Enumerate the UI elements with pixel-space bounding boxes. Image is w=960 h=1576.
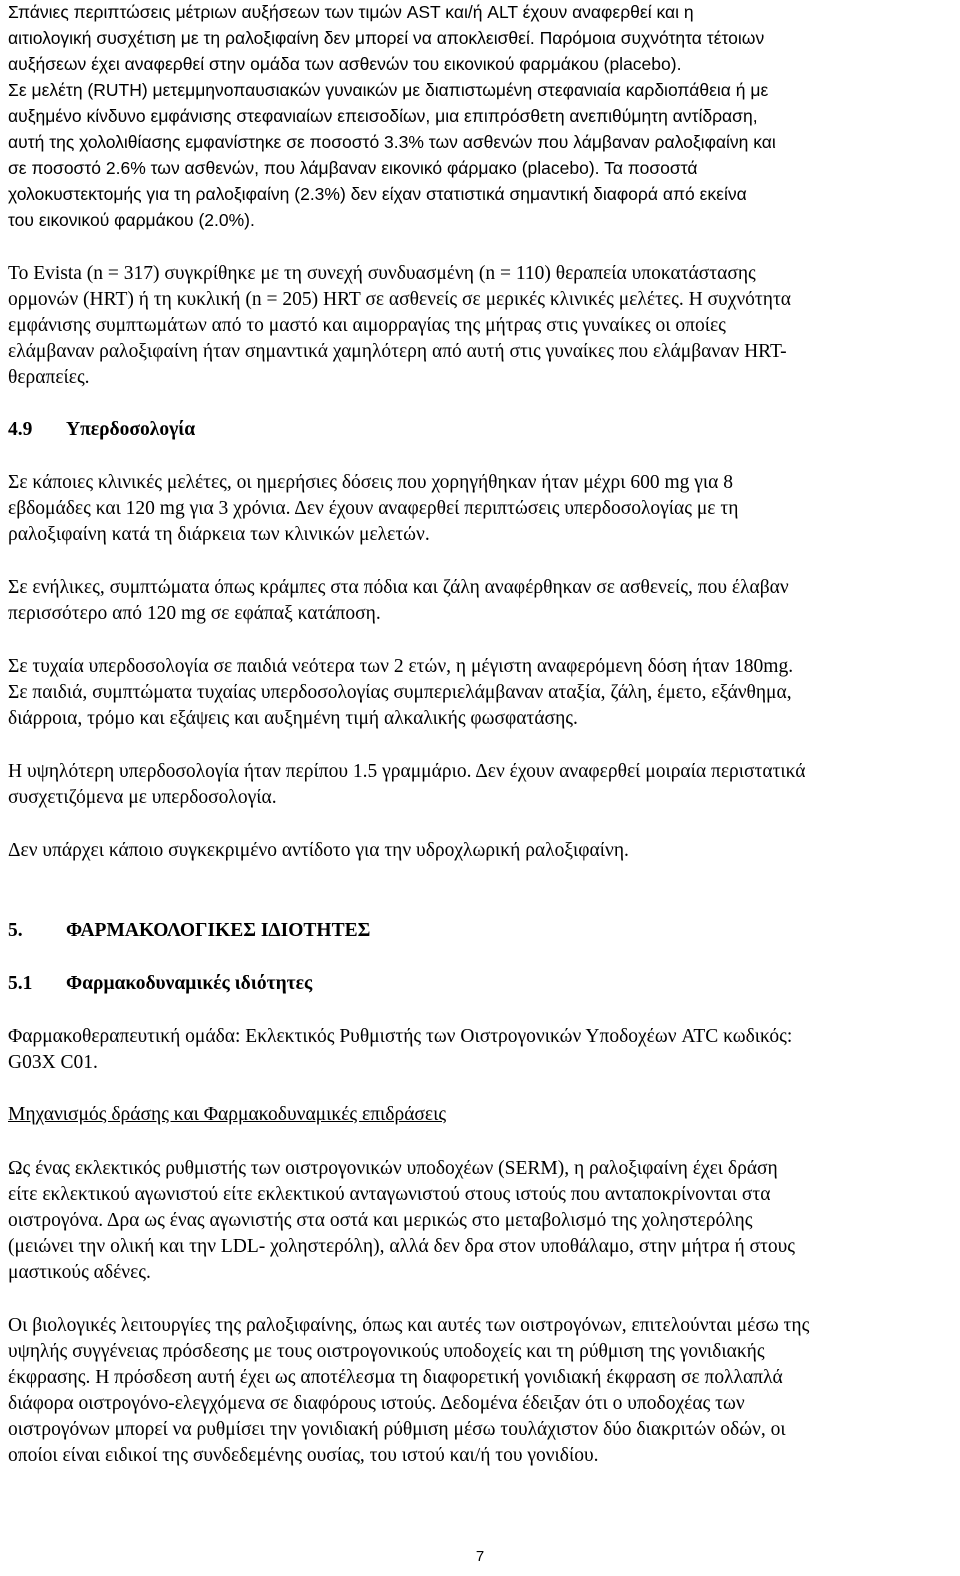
paragraph-overdose-children — [8, 654, 943, 732]
text-line: ελάμβαναν ραλοξιφαίνη ήταν σημαντικά χαμηλότερη από αυτή στις γυναίκες που ελάμβαναν HRT- — [8, 341, 787, 362]
page-number: 7 — [475, 1548, 485, 1565]
section-heading-4-9 — [8, 417, 943, 443]
paragraph-evista-hrt — [8, 261, 943, 391]
text-line: ορμονών (HRT) ή τη κυκλική (n = 205) HRT σε ασθενείς σε μερικές κλινικές μελέτες. Η συχνότητα — [8, 289, 791, 310]
text-line: Σε κάποιες κλινικές μελέτες, οι ημερήσιες δόσεις που χορηγήθηκαν ήταν μέχρι 600 mg για 8 — [8, 472, 733, 493]
text-line: G03X C01. — [8, 1052, 98, 1073]
text-line: διάρροια, τρόμο και εξάψεις και αυξημένη τιμή αλκαλικής φωσφατάσης. — [8, 708, 578, 729]
text-line: Σε μελέτη (RUTH) μετεμμηνοπαυσιακών γυναικών με διαπιστωμένη στεφανιαία καρδιοπάθεια ή με — [8, 80, 769, 100]
section-heading-5 — [8, 918, 943, 944]
text-line: ραλοξιφαίνη κατά τη διάρκεια των κλινικών μελετών. — [8, 524, 430, 545]
section-heading-5-1 — [8, 971, 943, 997]
text-line: (μειώνει την ολική και την LDL- χοληστερόλη), αλλά δεν δρα στον υποθάλαμο, στην μήτρα ή στους — [8, 1236, 795, 1257]
text-line: αιτιολογική συσχέτιση με τη ραλοξιφαίνη δεν μπορεί να αποκλεισθεί. Παρόμοια συχνότητα τέτοιων — [8, 28, 765, 48]
text-line: οποίοι είναι ειδικοί της συνδεδεμένης ουσίας, του ιστού και/ή του γονιδίου. — [8, 1445, 599, 1466]
paragraph-atc-code — [8, 1024, 943, 1076]
text-line: Σε παιδιά, συμπτώματα τυχαίας υπερδοσολογίας συμπεριελάμβαναν αταξία, ζάλη, έμετο, εξάνθημα, — [8, 682, 792, 703]
text-line: σε ποσοστό 2.6% των ασθενών, που λάμβαναν εικονικό φάρμακο (placebo). Τα ποσοστά — [8, 158, 698, 178]
text-line: Δεν υπάρχει κάποιο συγκεκριμένο αντίδοτο για την υδροχλωρική ραλοξιφαίνη. — [8, 840, 629, 861]
text-line: Σε τυχαία υπερδοσολογία σε παιδιά νεότερα των 2 ετών, η μέγιστη αναφερόμενη δόση ήταν 180mg. — [8, 656, 794, 677]
text-line: αυτή της χολολιθίασης εμφανίστηκε σε ποσοστό 3.3% των ασθενών που λάμβαναν ραλοξιφαίνη και — [8, 132, 776, 152]
section-title: Φαρμακοδυναμικές ιδιότητες — [66, 973, 313, 994]
section-title: Υπερδοσολογία — [66, 419, 196, 440]
text-line: διάφορα οιστρογόνο-ελεγχόμενα σε διαφόρους ιστούς. Δεδομένα έδειξαν ότι ο υποδοχέας των — [8, 1393, 745, 1414]
paragraph-overdose-highest — [8, 759, 943, 811]
text-line: υψηλής συγγένειας πρόσδεσης με τους οιστρογονικούς υποδοχείς και τη ρύθμιση της γονιδιακής — [8, 1341, 765, 1362]
text-line: Το Evista (n = 317) συγκρίθηκε με τη συνεχή συνδυασμένη (n = 110) θεραπεία υποκατάστασης — [8, 263, 756, 284]
text-line: συσχετιζόμενα με υπερδοσολογία. — [8, 787, 277, 808]
text-line: έκφρασης. Η πρόσδεση αυτή έχει ως αποτέλεσμα τη διαφορετική γονιδιακή έκφραση σε πολλαπλά — [8, 1367, 783, 1388]
text-line: του εικονικού φαρμάκου (2.0%). — [8, 210, 255, 230]
text-line: εμφάνισης συμπτωμάτων από το μαστό και αιμορραγίας της μήτρας στις γυναίκες οι οποίες — [8, 315, 726, 336]
text-line: Η υψηλότερη υπερδοσολογία ήταν περίπου 1.5 γραμμάριο. Δεν έχουν αναφερθεί μοιραία περιστατικά — [8, 761, 806, 782]
section-number: 5.1 — [8, 973, 33, 994]
text-line: χολοκυστεκτομής για τη ραλοξιφαίνη (2.3%) δεν είχαν στατιστικά σημαντική διαφορά από εκείνα — [8, 184, 747, 204]
paragraph-biological-functions — [8, 1313, 943, 1469]
text-line: είτε εκλεκτικού αγωνιστού είτε εκλεκτικού ανταγωνιστού στους ιστούς που ανταποκρίνονται στα — [8, 1184, 771, 1205]
paragraph-overdose-adults — [8, 575, 943, 627]
section-number: 4.9 — [8, 419, 33, 440]
text-line: Φαρμακοθεραπευτική ομάδα: Εκλεκτικός Ρυθμιστής των Οιστρογονικών Υποδοχέων ATC κωδικός: — [8, 1026, 793, 1047]
paragraph-no-antidote — [8, 838, 943, 864]
paragraph-overdose-doses — [8, 470, 943, 548]
document-page — [8, 0, 943, 1469]
text-line: εβδομάδες και 120 mg για 3 χρόνια. Δεν έχουν αναφερθεί περιπτώσεις υπερδοσολογίας με τη — [8, 498, 739, 519]
text-line: Σπάνιες περιπτώσεις μέτριων αυξήσεων των τιμών AST και/ή ALT έχουν αναφερθεί και η — [8, 2, 694, 22]
text-line: αυξήσεων έχει αναφερθεί στην ομάδα των ασθενών του εικονικού φαρμάκου (placebo). — [8, 54, 682, 74]
text-line: Σε ενήλικες, συμπτώματα όπως κράμπες στα πόδια και ζάλη αναφέρθηκαν σε ασθενείς, που έλαβαν — [8, 577, 789, 598]
text-line: μαστικούς αδένες. — [8, 1262, 151, 1283]
text-line: αυξημένο κίνδυνο εμφάνισης στεφανιαίων επεισοδίων, μια επιπρόσθετη ανεπιθύμητη αντίδραση, — [8, 106, 758, 126]
text-line: Οι βιολογικές λειτουργίες της ραλοξιφαίνης, όπως και αυτές των οιστρογόνων, επιτελούνται μέσω της — [8, 1315, 810, 1336]
text-line: οιστρογόνων μπορεί να ρυθμίσει την γονιδιακή ρύθμιση μέσω τουλάχιστον δύο διακριτών οδών, οι — [8, 1419, 786, 1440]
paragraph-serm-action — [8, 1156, 943, 1286]
paragraph-liver-enzymes — [8, 0, 943, 233]
section-number: 5. — [8, 920, 23, 941]
text-line: θεραπείες. — [8, 367, 90, 388]
subheading-mechanism: Μηχανισμός δράσης και Φαρμακοδυναμικές επιδράσεις — [8, 1104, 447, 1125]
text-line: οιστρογόνα. Δρα ως ένας αγωνιστής στα οστά και μερικώς στο μεταβολισμό της χοληστερόλης — [8, 1210, 753, 1231]
section-title: ΦΑΡΜΑΚΟΛΟΓΙΚΕΣ ΙΔΙΟΤΗΤΕΣ — [66, 920, 371, 941]
text-line: περισσότερο από 120 mg σε εφάπαξ κατάποση. — [8, 603, 381, 624]
text-line: Ως ένας εκλεκτικός ρυθμιστής των οιστρογονικών υποδοχέων (SERM), η ραλοξιφαίνη έχει δράση — [8, 1158, 778, 1179]
